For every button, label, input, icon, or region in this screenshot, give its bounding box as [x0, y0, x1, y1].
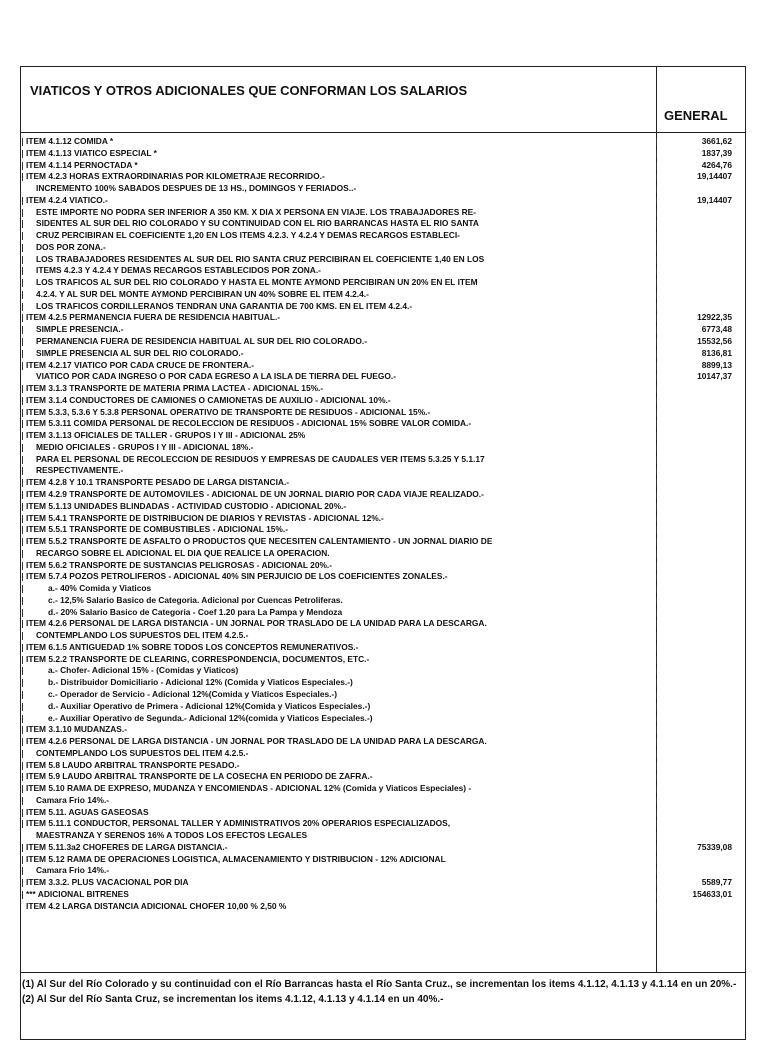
row-description: ITEM 4.1.13 VIATICO ESPECIAL * — [26, 147, 157, 158]
row-marker-right — [656, 785, 657, 793]
row-marker — [22, 820, 23, 828]
row-marker-right — [656, 667, 657, 675]
row-marker-right — [656, 397, 657, 405]
table-row — [22, 642, 744, 654]
table-row — [22, 501, 744, 513]
table-row — [22, 195, 744, 207]
row-marker-right — [656, 538, 657, 546]
table-row — [22, 230, 744, 242]
row-description: ITEM 4.2.8 Y 10.1 TRANSPORTE PESADO DE LARGA DISTANCIA.- — [26, 477, 290, 488]
row-marker — [22, 444, 23, 452]
table-row — [22, 560, 744, 572]
row-marker — [22, 856, 23, 864]
row-marker-right — [656, 820, 657, 828]
row-description: d.- 20% Salario Basico de Categoria - Coef 1.20 para La Pampa y Mendoza — [48, 606, 343, 617]
row-description: c.- 12,5% Salario Basico de Categoria. Adicional por Cuencas Petroliferas. — [48, 594, 343, 605]
table-row — [22, 677, 744, 689]
row-marker — [22, 609, 23, 617]
row-marker-right — [656, 632, 657, 640]
row-description: ITEM 3.3.2. PLUS VACACIONAL POR DIA — [26, 877, 189, 888]
row-marker-right — [656, 609, 657, 617]
table-row — [22, 583, 744, 595]
row-description: LOS TRAFICOS CORDILLERANOS TENDRAN UNA GARANTIA DE 700 KMS. EN EL ITEM 4.2.4.- — [36, 300, 413, 311]
row-marker-right — [656, 620, 657, 628]
table-row — [22, 242, 744, 254]
row-marker — [22, 879, 23, 887]
row-description: ITEM 5.12 RAMA DE OPERACIONES LOGISTICA, ALMACENAMIENTO Y DISTRIBUCION - 12% ADICIONAL — [26, 853, 446, 864]
row-marker-right — [656, 185, 657, 193]
row-marker-right — [656, 220, 657, 228]
row-marker-right — [656, 562, 657, 570]
row-marker-right — [656, 797, 657, 805]
row-marker-right — [656, 750, 657, 758]
row-description: a.- 40% Comida y Viaticos — [48, 583, 152, 594]
row-value: 19,14407 — [697, 171, 732, 182]
row-marker — [22, 397, 23, 405]
row-description: ITEM 5.1.13 UNIDADES BLINDADAS - ACTIVIDAD CUSTODIO - ADICIONAL 20%.- — [26, 500, 347, 511]
table-row — [22, 865, 744, 877]
row-description: PARA EL PERSONAL DE RECOLECCION DE RESIDUOS Y EMPRESAS DE CAUDALES VER ITEMS 5.3.25 Y 5.1.17 — [36, 453, 485, 464]
row-marker-right — [656, 550, 657, 558]
row-marker — [22, 867, 23, 875]
row-marker-right — [656, 656, 657, 664]
table-row — [22, 877, 744, 889]
document-title: VIATICOS Y OTROS ADICIONALES QUE CONFORMAN LOS SALARIOS — [30, 83, 468, 98]
row-marker — [22, 279, 23, 287]
row-description: a.- Chofer- Adicional 15% - (Comidas y Viaticos) — [48, 665, 239, 676]
row-description: e.- Auxiliar Operativo de Segunda.- Adicional 12%(comida y Viaticos Especiales.-) — [48, 712, 373, 723]
row-description: c.- Operador de Servicio - Adicional 12%(Comida y Viaticos Especiales.-) — [48, 688, 338, 699]
row-description: SIMPLE PRESENCIA.- — [36, 324, 124, 335]
row-marker — [22, 267, 23, 275]
row-marker — [22, 538, 23, 546]
row-marker — [22, 726, 23, 734]
row-marker — [22, 362, 23, 370]
row-description: ITEM 3.1.3 TRANSPORTE DE MATERIA PRIMA LACTEA - ADICIONAL 15%.- — [26, 383, 324, 394]
row-marker — [22, 762, 23, 770]
row-description: PERMANENCIA FUERA DE RESIDENCIA HABITUAL AL SUR DEL RIO COLORADO.- — [36, 336, 367, 347]
footnote-1: (1) Al Sur del Río Colorado y su continuidad con el Río Barrancas hasta el Río Santa Cruz., se incrementan los items 4.1.12, 4.1.13 y 4.1.14 en un 20%.- — [22, 979, 737, 990]
table-row — [22, 536, 744, 548]
table-row — [22, 442, 744, 454]
column-header-general: GENERAL — [664, 108, 728, 123]
table-row — [22, 771, 744, 783]
row-marker — [22, 173, 23, 181]
row-marker-right — [656, 326, 657, 334]
table-row — [22, 607, 744, 619]
row-value: 4264,76 — [701, 159, 732, 170]
row-marker — [22, 256, 23, 264]
table-row — [22, 336, 744, 348]
row-marker-right — [656, 773, 657, 781]
row-description: ITEM 5.8 LAUDO ARBITRAL TRANSPORTE PESADO.- — [26, 759, 240, 770]
row-marker — [22, 515, 23, 523]
row-description: ITEM 6.1.5 ANTIGUEDAD 1% SOBRE TODOS LOS CONCEPTOS REMUNERATIVOS.- — [26, 641, 359, 652]
row-marker-right — [656, 362, 657, 370]
row-marker-right — [656, 256, 657, 264]
row-marker-right — [656, 903, 657, 911]
row-description: DOS POR ZONA.- — [36, 241, 106, 252]
row-description: ITEM 3.1.13 OFICIALES DE TALLER - GRUPOS I Y III - ADICIONAL 25% — [26, 430, 306, 441]
table-row — [22, 465, 744, 477]
row-description: ITEM 5.11.1 CONDUCTOR, PERSONAL TALLER Y ADMINISTRATIVOS 20% OPERARIOS ESPECIALIZADOS, — [26, 818, 451, 829]
table-row — [22, 713, 744, 725]
row-marker-right — [656, 597, 657, 605]
row-description: LOS TRAFICOS AL SUR DEL RIO COLORADO Y HASTA EL MONTE AYMOND PERCIBIRAN UN 20% EN EL ITEM — [36, 277, 478, 288]
row-marker — [22, 715, 23, 723]
table-row — [22, 218, 744, 230]
row-marker — [22, 291, 23, 299]
row-marker — [22, 503, 23, 511]
row-marker — [22, 138, 23, 146]
row-marker-right — [656, 762, 657, 770]
row-marker-right — [656, 726, 657, 734]
row-description: ITEM 3.1.10 MUDANZAS.- — [26, 724, 127, 735]
row-marker-right — [656, 467, 657, 475]
footer-divider — [20, 972, 746, 973]
row-marker-right — [656, 162, 657, 170]
row-marker — [22, 467, 23, 475]
row-marker-right — [656, 409, 657, 417]
row-marker-right — [656, 432, 657, 440]
table-row — [22, 701, 744, 713]
row-description: SIDENTES AL SUR DEL RIO COLORADO Y SU CONTINUIDAD CON EL RIO BARRANCAS HASTA EL RIO SANTA — [36, 218, 479, 229]
row-marker-right — [656, 526, 657, 534]
table-row — [22, 854, 744, 866]
row-marker — [22, 738, 23, 746]
table-row — [22, 207, 744, 219]
row-marker — [22, 420, 23, 428]
table-row — [22, 595, 744, 607]
row-marker — [22, 597, 23, 605]
table-row — [22, 148, 744, 160]
table-row — [22, 665, 744, 677]
row-description: ITEM 4.2 LARGA DISTANCIA ADICIONAL CHOFER 10,00 % 2,50 % — [26, 900, 287, 911]
row-marker-right — [656, 844, 657, 852]
row-marker-right — [656, 491, 657, 499]
row-description: ITEM 5.10 RAMA DE EXPRESO, MUDANZA Y ENCOMIENDAS - ADICIONAL 12% (Comida y Viaticos Especiales) - — [26, 783, 472, 794]
row-value: 8899,13 — [701, 359, 732, 370]
table-row — [22, 489, 744, 501]
row-marker-right — [656, 715, 657, 723]
table-row — [22, 830, 744, 842]
row-marker — [22, 632, 23, 640]
row-description: RECARGO SOBRE EL ADICIONAL EL DIA QUE REALICE LA OPERACION. — [36, 547, 330, 558]
row-marker-right — [656, 303, 657, 311]
row-value: 1837,39 — [701, 147, 732, 158]
row-marker-right — [656, 150, 657, 158]
row-description: Camara Frio 14%.- — [36, 865, 110, 876]
table-row — [22, 289, 744, 301]
row-marker-right — [656, 832, 657, 840]
row-marker-right — [656, 515, 657, 523]
table-row — [22, 360, 744, 372]
table-row — [22, 418, 744, 430]
table-row — [22, 395, 744, 407]
table-row — [22, 348, 744, 360]
table-row — [22, 407, 744, 419]
row-description: ITEM 5.5.1 TRANSPORTE DE COMBUSTIBLES - ADICIONAL 15%.- — [26, 524, 288, 535]
table-row — [22, 265, 744, 277]
table-row — [22, 571, 744, 583]
row-marker-right — [656, 856, 657, 864]
table-row — [22, 630, 744, 642]
row-marker-right — [656, 350, 657, 358]
table-row — [22, 842, 744, 854]
row-value: 75339,08 — [697, 841, 732, 852]
table-row — [22, 618, 744, 630]
footnotes — [22, 978, 736, 1007]
row-marker-right — [656, 503, 657, 511]
row-marker-right — [656, 338, 657, 346]
row-marker-right — [656, 291, 657, 299]
row-marker-right — [656, 232, 657, 240]
row-marker-right — [656, 456, 657, 464]
row-marker — [22, 456, 23, 464]
row-marker-right — [656, 479, 657, 487]
row-marker — [22, 338, 23, 346]
row-marker — [22, 409, 23, 417]
table-row — [22, 724, 744, 736]
row-description: LOS TRABAJADORES RESIDENTES AL SUR DEL RIO SANTA CRUZ PERCIBIRAN EL COEFICIENTE 1,40 EN LOS — [36, 253, 485, 264]
table-row — [22, 183, 744, 195]
table-row — [22, 807, 744, 819]
row-marker — [22, 314, 23, 322]
row-value: 5589,77 — [701, 877, 732, 888]
row-marker — [22, 479, 23, 487]
row-marker — [22, 526, 23, 534]
row-description: ITEM 5.4.1 TRANSPORTE DE DISTRIBUCION DE DIARIOS Y REVISTAS - ADICIONAL 12%.- — [26, 512, 384, 523]
row-description: ITEM 4.2.17 VIATICO POR CADA CRUCE DE FRONTERA.- — [26, 359, 255, 370]
table-row — [22, 324, 744, 336]
row-marker-right — [656, 420, 657, 428]
row-marker-right — [656, 867, 657, 875]
row-marker-right — [656, 891, 657, 899]
row-description: ITEM 4.2.4 VIATICO.- — [26, 194, 108, 205]
row-value: 15532,56 — [697, 336, 732, 347]
row-marker — [22, 432, 23, 440]
row-description: ITEMS 4.2.3 Y 4.2.4 Y DEMAS RECARGOS ESTABLECIDOS POR ZONA.- — [36, 265, 321, 276]
row-marker — [22, 679, 23, 687]
row-marker-right — [656, 573, 657, 581]
row-marker — [22, 162, 23, 170]
row-description: CONTEMPLANDO LOS SUPUESTOS DEL ITEM 4.2.5.- — [36, 630, 249, 641]
row-marker — [22, 150, 23, 158]
table-row — [22, 312, 744, 324]
row-marker-right — [656, 738, 657, 746]
table-row — [22, 654, 744, 666]
row-marker — [22, 385, 23, 393]
table-row — [22, 477, 744, 489]
row-description: MAESTRANZA Y SERENOS 16% A TODOS LOS EFECTOS LEGALES — [36, 830, 308, 841]
table-row — [22, 383, 744, 395]
table-row — [22, 301, 744, 313]
row-marker-right — [656, 691, 657, 699]
row-description: RESPECTIVAMENTE.- — [36, 465, 124, 476]
row-description: ITEM 5.11.3a2 CHOFERES DE LARGA DISTANCIA.- — [26, 841, 228, 852]
row-description: ITEM 5.6.2 TRANSPORTE DE SUSTANCIAS PELIGROSAS - ADICIONAL 20%.- — [26, 559, 333, 570]
row-marker — [22, 491, 23, 499]
table-row — [22, 513, 744, 525]
table-row — [22, 136, 744, 148]
row-marker — [22, 891, 23, 899]
row-marker — [22, 656, 23, 664]
row-marker — [22, 620, 23, 628]
row-marker-right — [656, 279, 657, 287]
row-marker-right — [656, 209, 657, 217]
row-description: ITEM 4.2.5 PERMANENCIA FUERA DE RESIDENCIA HABITUAL.- — [26, 312, 281, 323]
table-row — [22, 783, 744, 795]
table-row — [22, 795, 744, 807]
row-marker-right — [656, 679, 657, 687]
table-row — [22, 524, 744, 536]
table-row — [22, 160, 744, 172]
row-marker — [22, 844, 23, 852]
row-marker-right — [656, 385, 657, 393]
row-description: INCREMENTO 100% SABADOS DESPUES DE 13 HS., DOMINGOS Y FERIADOS..- — [36, 183, 357, 194]
row-marker — [22, 750, 23, 758]
row-marker-right — [656, 244, 657, 252]
row-value: 19,14407 — [697, 194, 732, 205]
row-marker — [22, 773, 23, 781]
table-row — [22, 760, 744, 772]
row-description: *** ADICIONAL BITRENES — [26, 889, 129, 899]
row-value: 12922,35 — [697, 312, 732, 323]
row-marker-right — [656, 879, 657, 887]
table-row — [22, 430, 744, 442]
row-description: ITEM 4.1.14 PERNOCTADA * — [26, 159, 138, 170]
row-marker-right — [656, 373, 657, 381]
table-row — [22, 689, 744, 701]
row-marker — [22, 232, 23, 240]
row-description: Camara Frio 14%.- — [36, 794, 110, 805]
row-value: 10147,37 — [697, 371, 732, 382]
footnote-2: (2) Al Sur del Río Santa Cruz, se incrementan los items 4.1.12, 4.1.13 y 4.1.14 en un 40%.- — [22, 993, 444, 1005]
row-marker — [22, 303, 23, 311]
row-description: ITEM 4.1.12 COMIDA * — [26, 136, 114, 146]
row-marker — [22, 703, 23, 711]
row-marker — [22, 244, 23, 252]
row-marker-right — [656, 585, 657, 593]
row-description: ITEM 5.5.2 TRANSPORTE DE ASFALTO O PRODUCTOS QUE NECESITEN CALENTAMIENTO - UN JORNAL DIARIO DE — [26, 536, 493, 547]
row-marker-right — [656, 314, 657, 322]
row-marker — [22, 785, 23, 793]
row-value: 6773,48 — [701, 324, 732, 335]
row-marker — [22, 350, 23, 358]
row-marker — [22, 220, 23, 228]
row-description: ITEM 5.11. AGUAS GASEOSAS — [26, 806, 149, 817]
row-description: CONTEMPLANDO LOS SUPUESTOS DEL ITEM 4.2.5.- — [36, 747, 249, 758]
table-row — [22, 889, 744, 901]
header-divider — [20, 132, 746, 133]
row-marker — [22, 644, 23, 652]
row-description: ITEM 5.3.3, 5.3.6 Y 5.3.8 PERSONAL OPERATIVO DE TRANSPORTE DE RESIDUOS - ADICIONAL 15%.- — [26, 406, 431, 417]
row-value: 154633,01 — [692, 889, 732, 899]
row-marker — [22, 797, 23, 805]
row-description: ITEM 5.9 LAUDO ARBITRAL TRANSPORTE DE LA COSECHA EN PERIODO DE ZAFRA.- — [26, 771, 373, 782]
row-description: 4.2.4. Y AL SUR DEL MONTE AYMOND PERCIBIRAN UN 40% SOBRE EL ITEM 4.2.4.- — [36, 288, 369, 299]
table-row — [22, 818, 744, 830]
row-value: 3661,62 — [701, 136, 732, 146]
row-marker-right — [656, 703, 657, 711]
row-marker — [22, 197, 23, 205]
row-marker-right — [656, 197, 657, 205]
row-marker-right — [656, 809, 657, 817]
table-row — [22, 254, 744, 266]
row-marker — [22, 326, 23, 334]
row-description: VIATICO POR CADA INGRESO O POR CADA EGRESO A LA ISLA DE TIERRA DEL FUEGO.- — [36, 371, 396, 382]
row-description: ITEM 4.2.3 HORAS EXTRAORDINARIAS POR KILOMETRAJE RECORRIDO.- — [26, 171, 325, 182]
row-description: ITEM 3.1.4 CONDUCTORES DE CAMIONES O CAMIONETAS DE AUXILIO - ADICIONAL 10%.- — [26, 394, 391, 405]
row-marker — [22, 209, 23, 217]
row-description: MEDIO OFICIALES - GRUPOS I Y III - ADICIONAL 18%.- — [36, 441, 254, 452]
row-description: ESTE IMPORTE NO PODRA SER INFERIOR A 350 KM. X DIA X PERSONA EN VIAJE. LOS TRABAJADORES RE- — [36, 206, 477, 217]
row-marker-right — [656, 173, 657, 181]
row-description: ITEM 5.3.11 COMIDA PERSONAL DE RECOLECCION DE RESIDUOS - ADICIONAL 15% SOBRE VALOR COMIDA.- — [26, 418, 472, 429]
table-row — [22, 371, 744, 383]
table-row — [22, 277, 744, 289]
table-row — [22, 748, 744, 760]
row-marker-right — [656, 267, 657, 275]
row-marker-right — [656, 644, 657, 652]
table-row — [22, 171, 744, 183]
row-marker — [22, 562, 23, 570]
row-marker — [22, 585, 23, 593]
row-description: d.- Auxiliar Operativo de Primera - Adicional 12%(Comida y Viaticos Especiales.-) — [48, 700, 371, 711]
table-row — [22, 454, 744, 466]
row-description: ITEM 4.2.6 PERSONAL DE LARGA DISTANCIA - UN JORNAL POR TRASLADO DE LA UNIDAD PARA LA DESCARGA. — [26, 618, 487, 629]
row-description: SIMPLE PRESENCIA AL SUR DEL RIO COLORADO.- — [36, 347, 244, 358]
table-row — [22, 548, 744, 560]
row-marker — [22, 550, 23, 558]
table-row — [22, 736, 744, 748]
row-marker-right — [656, 138, 657, 146]
row-description: b.- Distribuidor Domiciliario - Adicional 12% (Comida y Viaticos Especiales.-) — [48, 677, 353, 688]
row-description: ITEM 4.2.6 PERSONAL DE LARGA DISTANCIA - UN JORNAL POR TRASLADO DE LA UNIDAD PARA LA DESCARGA. — [26, 736, 487, 747]
row-description: ITEM 4.2.9 TRANSPORTE DE AUTOMOVILES - ADICIONAL DE UN JORNAL DIARIO POR CADA VIAJE REALIZADO.- — [26, 488, 484, 499]
row-marker-right — [656, 444, 657, 452]
row-marker — [22, 667, 23, 675]
row-description: ITEM 5.2.2 TRANSPORTE DE CLEARING, CORRESPONDENCIA, DOCUMENTOS, ETC.- — [26, 653, 370, 664]
row-marker — [22, 691, 23, 699]
row-description: CRUZ PERCIBIRAN EL COEFICIENTE 1,20 EN LOS ITEMS 4.2.3. Y 4.2.4 Y DEMAS RECARGOS ESTABLECI- — [36, 230, 460, 241]
row-marker — [22, 809, 23, 817]
row-value: 8136,81 — [701, 347, 732, 358]
table-row — [22, 901, 744, 913]
row-description: ITEM 5.7.4 POZOS PETROLIFEROS - ADICIONAL 40% SIN PERJUICIO DE LOS COEFICIENTES ZONALES.- — [26, 571, 448, 582]
salary-items-table — [22, 136, 744, 913]
row-marker — [22, 573, 23, 581]
